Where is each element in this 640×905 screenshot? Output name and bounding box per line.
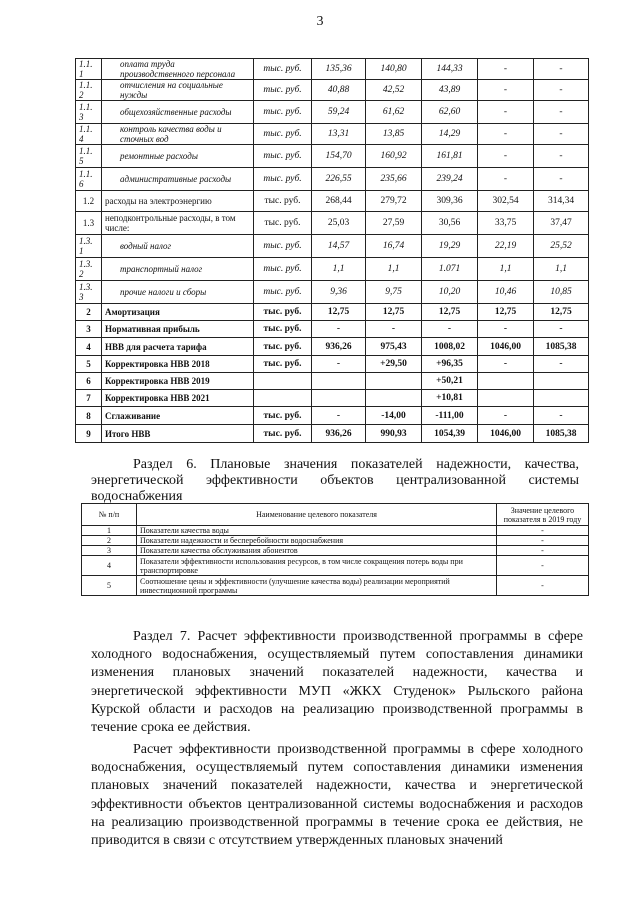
row-value-3: -111,00 — [422, 407, 478, 425]
row-value-1: 268,44 — [312, 191, 366, 212]
row-number: 2 — [76, 304, 102, 321]
row-value-5: 37,47 — [534, 212, 589, 235]
row-value-2 — [366, 390, 422, 407]
row-value-1: 1,1 — [312, 258, 366, 281]
row-value-3: +50,21 — [422, 373, 478, 390]
row-number: 1.2 — [76, 191, 102, 212]
indicator-name: Показатели эффективности использования ресурсов, в том числе сокращения потерь воды при транспортировке — [137, 556, 497, 576]
header-name: Наименование целевого показателя — [137, 504, 497, 526]
row-value-1: 226,55 — [312, 168, 366, 191]
row-name: водный налог — [102, 235, 254, 258]
table-row — [76, 59, 589, 80]
row-number: 1.3 — [76, 212, 102, 235]
row-name: Сглаживание — [102, 407, 254, 425]
row-value-5: 1085,38 — [534, 338, 589, 356]
row-value-1: 59,24 — [312, 101, 366, 124]
row-value-2 — [366, 373, 422, 390]
row-unit: тыс. руб. — [254, 356, 312, 373]
row-value-5 — [534, 390, 589, 407]
row-value-2: 12,75 — [366, 304, 422, 321]
indicator-table-body — [82, 526, 589, 596]
row-name: неподконтрольные расходы, в том числе: — [102, 212, 254, 235]
row-value-3: 19,29 — [422, 235, 478, 258]
row-value-5: - — [534, 101, 589, 124]
row-value-4: 1,1 — [478, 258, 534, 281]
row-value-1: 12,75 — [312, 304, 366, 321]
row-unit: тыс. руб. — [254, 212, 312, 235]
row-unit: тыс. руб. — [254, 235, 312, 258]
table-row — [76, 258, 589, 281]
table-row — [76, 191, 589, 212]
row-unit — [254, 373, 312, 390]
row-value-5: 1085,38 — [534, 425, 589, 443]
row-name: отчисления на социальные нужды — [102, 80, 254, 101]
indicator-name: Показатели качества воды — [137, 526, 497, 536]
indicator-name: Соотношение цены и эффективности (улучшение качества воды) реализации мероприятий инвестиционной программы — [137, 576, 497, 596]
row-unit: тыс. руб. — [254, 124, 312, 145]
table-row — [76, 168, 589, 191]
row-unit: тыс. руб. — [254, 191, 312, 212]
indicator-value: - — [497, 536, 589, 546]
row-number: 1.1. 4 — [76, 124, 102, 145]
row-value-2: +29,50 — [366, 356, 422, 373]
cost-table — [75, 58, 589, 443]
row-value-2: - — [366, 321, 422, 338]
header-value: Значение целевого показателя в 2019 году — [497, 504, 589, 526]
table-row — [76, 235, 589, 258]
table-row — [76, 145, 589, 168]
row-value-1: 13,31 — [312, 124, 366, 145]
row-value-4: - — [478, 407, 534, 425]
row-unit: тыс. руб. — [254, 59, 312, 80]
row-value-4: 1046,00 — [478, 425, 534, 443]
row-value-5: 10,85 — [534, 281, 589, 304]
row-value-2: 16,74 — [366, 235, 422, 258]
row-value-1: - — [312, 356, 366, 373]
row-number: 1.3. 2 — [76, 258, 102, 281]
row-value-3: 309,36 — [422, 191, 478, 212]
row-value-5: - — [534, 321, 589, 338]
efficiency-text: Расчет эффективности производственной программы в сфере холодного водоснабжения, осуществляемый путем сопоставления динамики изменения плановых значений показателей надежности, качества и энергетической эффективности объектов централизованной системы водоснабжения и расходов на реализацию производственной программы в течение срока ее действия, не приводится в связи с отсутствием утвержденных плановых значений — [91, 742, 583, 849]
row-value-5: - — [534, 145, 589, 168]
row-name: административные расходы — [102, 168, 254, 191]
table-row — [76, 304, 589, 321]
row-value-1 — [312, 373, 366, 390]
section7-text: Раздел 7. Расчет эффективности производственной программы в сфере холодного водоснабжения, осуществляемый путем сопоставления динамики изменения плановых значений показателей надежности, качества и энергетической эффективности МУП «ЖКХ Студенок» Рыльского района Курской области и расходов на реализацию производственной программы в течение срока ее действия. — [91, 629, 583, 736]
row-value-1: 9,36 — [312, 281, 366, 304]
row-value-4: - — [478, 59, 534, 80]
row-unit: тыс. руб. — [254, 281, 312, 304]
row-number: 1.1. 5 — [76, 145, 102, 168]
row-value-2: 140,80 — [366, 59, 422, 80]
row-value-1: 14,57 — [312, 235, 366, 258]
row-value-1: 25,03 — [312, 212, 366, 235]
row-unit: тыс. руб. — [254, 168, 312, 191]
row-value-2: 13,85 — [366, 124, 422, 145]
table-row — [82, 526, 589, 536]
row-name: прочие налоги и сборы — [102, 281, 254, 304]
row-value-2: 975,43 — [366, 338, 422, 356]
row-value-4: - — [478, 80, 534, 101]
header-num: № п/п — [82, 504, 137, 526]
row-value-3: 10,20 — [422, 281, 478, 304]
table-row — [76, 212, 589, 235]
row-number: 9 — [76, 425, 102, 443]
row-value-2: 61,62 — [366, 101, 422, 124]
row-value-4: - — [478, 321, 534, 338]
indicator-name: Показатели качества обслуживания абонентов — [137, 546, 497, 556]
row-value-1: 936,26 — [312, 338, 366, 356]
indicator-value: - — [497, 556, 589, 576]
row-value-2: 42,52 — [366, 80, 422, 101]
row-name: Корректировка НВВ 2018 — [102, 356, 254, 373]
row-value-5: 12,75 — [534, 304, 589, 321]
row-value-4 — [478, 373, 534, 390]
table-row — [76, 390, 589, 407]
row-name: Нормативная прибыль — [102, 321, 254, 338]
row-value-4: 22,19 — [478, 235, 534, 258]
row-value-5: 25,52 — [534, 235, 589, 258]
row-value-3: +10,81 — [422, 390, 478, 407]
indicator-value: - — [497, 576, 589, 596]
row-name: расходы на электроэнергию — [102, 191, 254, 212]
row-unit: тыс. руб. — [254, 145, 312, 168]
row-value-1: 154,70 — [312, 145, 366, 168]
row-unit: тыс. руб. — [254, 321, 312, 338]
row-unit — [254, 390, 312, 407]
table-row — [76, 124, 589, 145]
table-row — [76, 338, 589, 356]
row-name: оплата труда производственного персонала — [102, 59, 254, 80]
row-value-2: 990,93 — [366, 425, 422, 443]
row-unit: тыс. руб. — [254, 338, 312, 356]
table-row — [76, 101, 589, 124]
row-value-4: 302,54 — [478, 191, 534, 212]
row-value-5: - — [534, 59, 589, 80]
row-value-2: 27,59 — [366, 212, 422, 235]
indicator-number: 4 — [82, 556, 137, 576]
indicator-name: Показатели надежности и бесперебойности водоснабжения — [137, 536, 497, 546]
row-value-4: 33,75 — [478, 212, 534, 235]
row-value-5: - — [534, 168, 589, 191]
efficiency-paragraph — [91, 741, 583, 850]
row-name: Корректировка НВВ 2021 — [102, 390, 254, 407]
row-value-4: 12,75 — [478, 304, 534, 321]
row-number: 1.3. 1 — [76, 235, 102, 258]
row-value-5 — [534, 373, 589, 390]
row-number: 1.1. 3 — [76, 101, 102, 124]
section7-paragraph — [91, 628, 583, 737]
indicator-table-header — [82, 504, 589, 526]
row-name: общехозяйственные расходы — [102, 101, 254, 124]
table-row — [76, 281, 589, 304]
indicator-number: 5 — [82, 576, 137, 596]
row-value-2: 9,75 — [366, 281, 422, 304]
row-unit: тыс. руб. — [254, 407, 312, 425]
row-number: 1.1. 1 — [76, 59, 102, 80]
section6-line3: водоснабжения — [91, 489, 183, 504]
row-name: Амортизация — [102, 304, 254, 321]
row-number: 8 — [76, 407, 102, 425]
row-value-3: 30,56 — [422, 212, 478, 235]
row-value-5: - — [534, 407, 589, 425]
row-value-4: - — [478, 101, 534, 124]
row-number: 4 — [76, 338, 102, 356]
row-value-3: 1054,39 — [422, 425, 478, 443]
row-name: Корректировка НВВ 2019 — [102, 373, 254, 390]
row-value-1: 936,26 — [312, 425, 366, 443]
row-name: НВВ для расчета тарифа — [102, 338, 254, 356]
row-value-3: 239,24 — [422, 168, 478, 191]
row-number: 7 — [76, 390, 102, 407]
table-row — [76, 356, 589, 373]
table-row — [76, 407, 589, 425]
row-value-3: 144,33 — [422, 59, 478, 80]
row-value-1: - — [312, 321, 366, 338]
row-value-5: - — [534, 80, 589, 101]
row-name: ремонтные расходы — [102, 145, 254, 168]
row-value-4: - — [478, 168, 534, 191]
row-number: 1.1. 2 — [76, 80, 102, 101]
row-value-2: 279,72 — [366, 191, 422, 212]
row-unit: тыс. руб. — [254, 425, 312, 443]
row-number: 5 — [76, 356, 102, 373]
table-row — [76, 321, 589, 338]
row-value-3: 14,29 — [422, 124, 478, 145]
page-number: 3 — [316, 14, 324, 29]
row-value-4: - — [478, 356, 534, 373]
row-value-4: - — [478, 145, 534, 168]
table-row — [82, 556, 589, 576]
row-unit: тыс. руб. — [254, 80, 312, 101]
row-name: Итого НВВ — [102, 425, 254, 443]
row-value-3: 62,60 — [422, 101, 478, 124]
indicator-number: 2 — [82, 536, 137, 546]
table-row — [76, 80, 589, 101]
row-value-2: 1,1 — [366, 258, 422, 281]
row-value-3: +96,35 — [422, 356, 478, 373]
row-value-5: 314,34 — [534, 191, 589, 212]
indicator-table — [81, 503, 589, 596]
table-row — [82, 576, 589, 596]
row-value-4 — [478, 390, 534, 407]
row-value-1: 40,88 — [312, 80, 366, 101]
row-value-3: - — [422, 321, 478, 338]
row-unit: тыс. руб. — [254, 258, 312, 281]
row-value-4: - — [478, 124, 534, 145]
indicator-number: 1 — [82, 526, 137, 536]
row-number: 1.1. 6 — [76, 168, 102, 191]
row-value-1 — [312, 390, 366, 407]
row-number: 6 — [76, 373, 102, 390]
row-value-2: 160,92 — [366, 145, 422, 168]
row-number: 1.3. 3 — [76, 281, 102, 304]
row-value-5: - — [534, 124, 589, 145]
row-unit: тыс. руб. — [254, 101, 312, 124]
row-value-3: 12,75 — [422, 304, 478, 321]
row-value-3: 1.071 — [422, 258, 478, 281]
row-value-3: 43,89 — [422, 80, 478, 101]
table-row — [76, 373, 589, 390]
row-name: контроль качества воды и сточных вод — [102, 124, 254, 145]
row-value-2: -14,00 — [366, 407, 422, 425]
row-value-1: 135,36 — [312, 59, 366, 80]
table-row — [82, 546, 589, 556]
row-value-3: 1008,02 — [422, 338, 478, 356]
row-value-1: - — [312, 407, 366, 425]
indicator-value: - — [497, 526, 589, 536]
indicator-value: - — [497, 546, 589, 556]
cost-table-body — [76, 59, 589, 443]
row-name: транспортный налог — [102, 258, 254, 281]
row-value-5: - — [534, 356, 589, 373]
row-value-3: 161,81 — [422, 145, 478, 168]
row-number: 3 — [76, 321, 102, 338]
row-value-5: 1,1 — [534, 258, 589, 281]
table-row — [82, 536, 589, 546]
row-value-2: 235,66 — [366, 168, 422, 191]
row-value-4: 10,46 — [478, 281, 534, 304]
section6-heading — [91, 457, 579, 505]
row-value-4: 1046,00 — [478, 338, 534, 356]
section6-line1: Раздел 6. Плановые значения показателей надежности, качества, — [133, 457, 579, 472]
table-row — [76, 425, 589, 443]
indicator-number: 3 — [82, 546, 137, 556]
row-unit: тыс. руб. — [254, 304, 312, 321]
section6-line2: энергетической эффективности объектов централизованной системы — [91, 473, 579, 488]
